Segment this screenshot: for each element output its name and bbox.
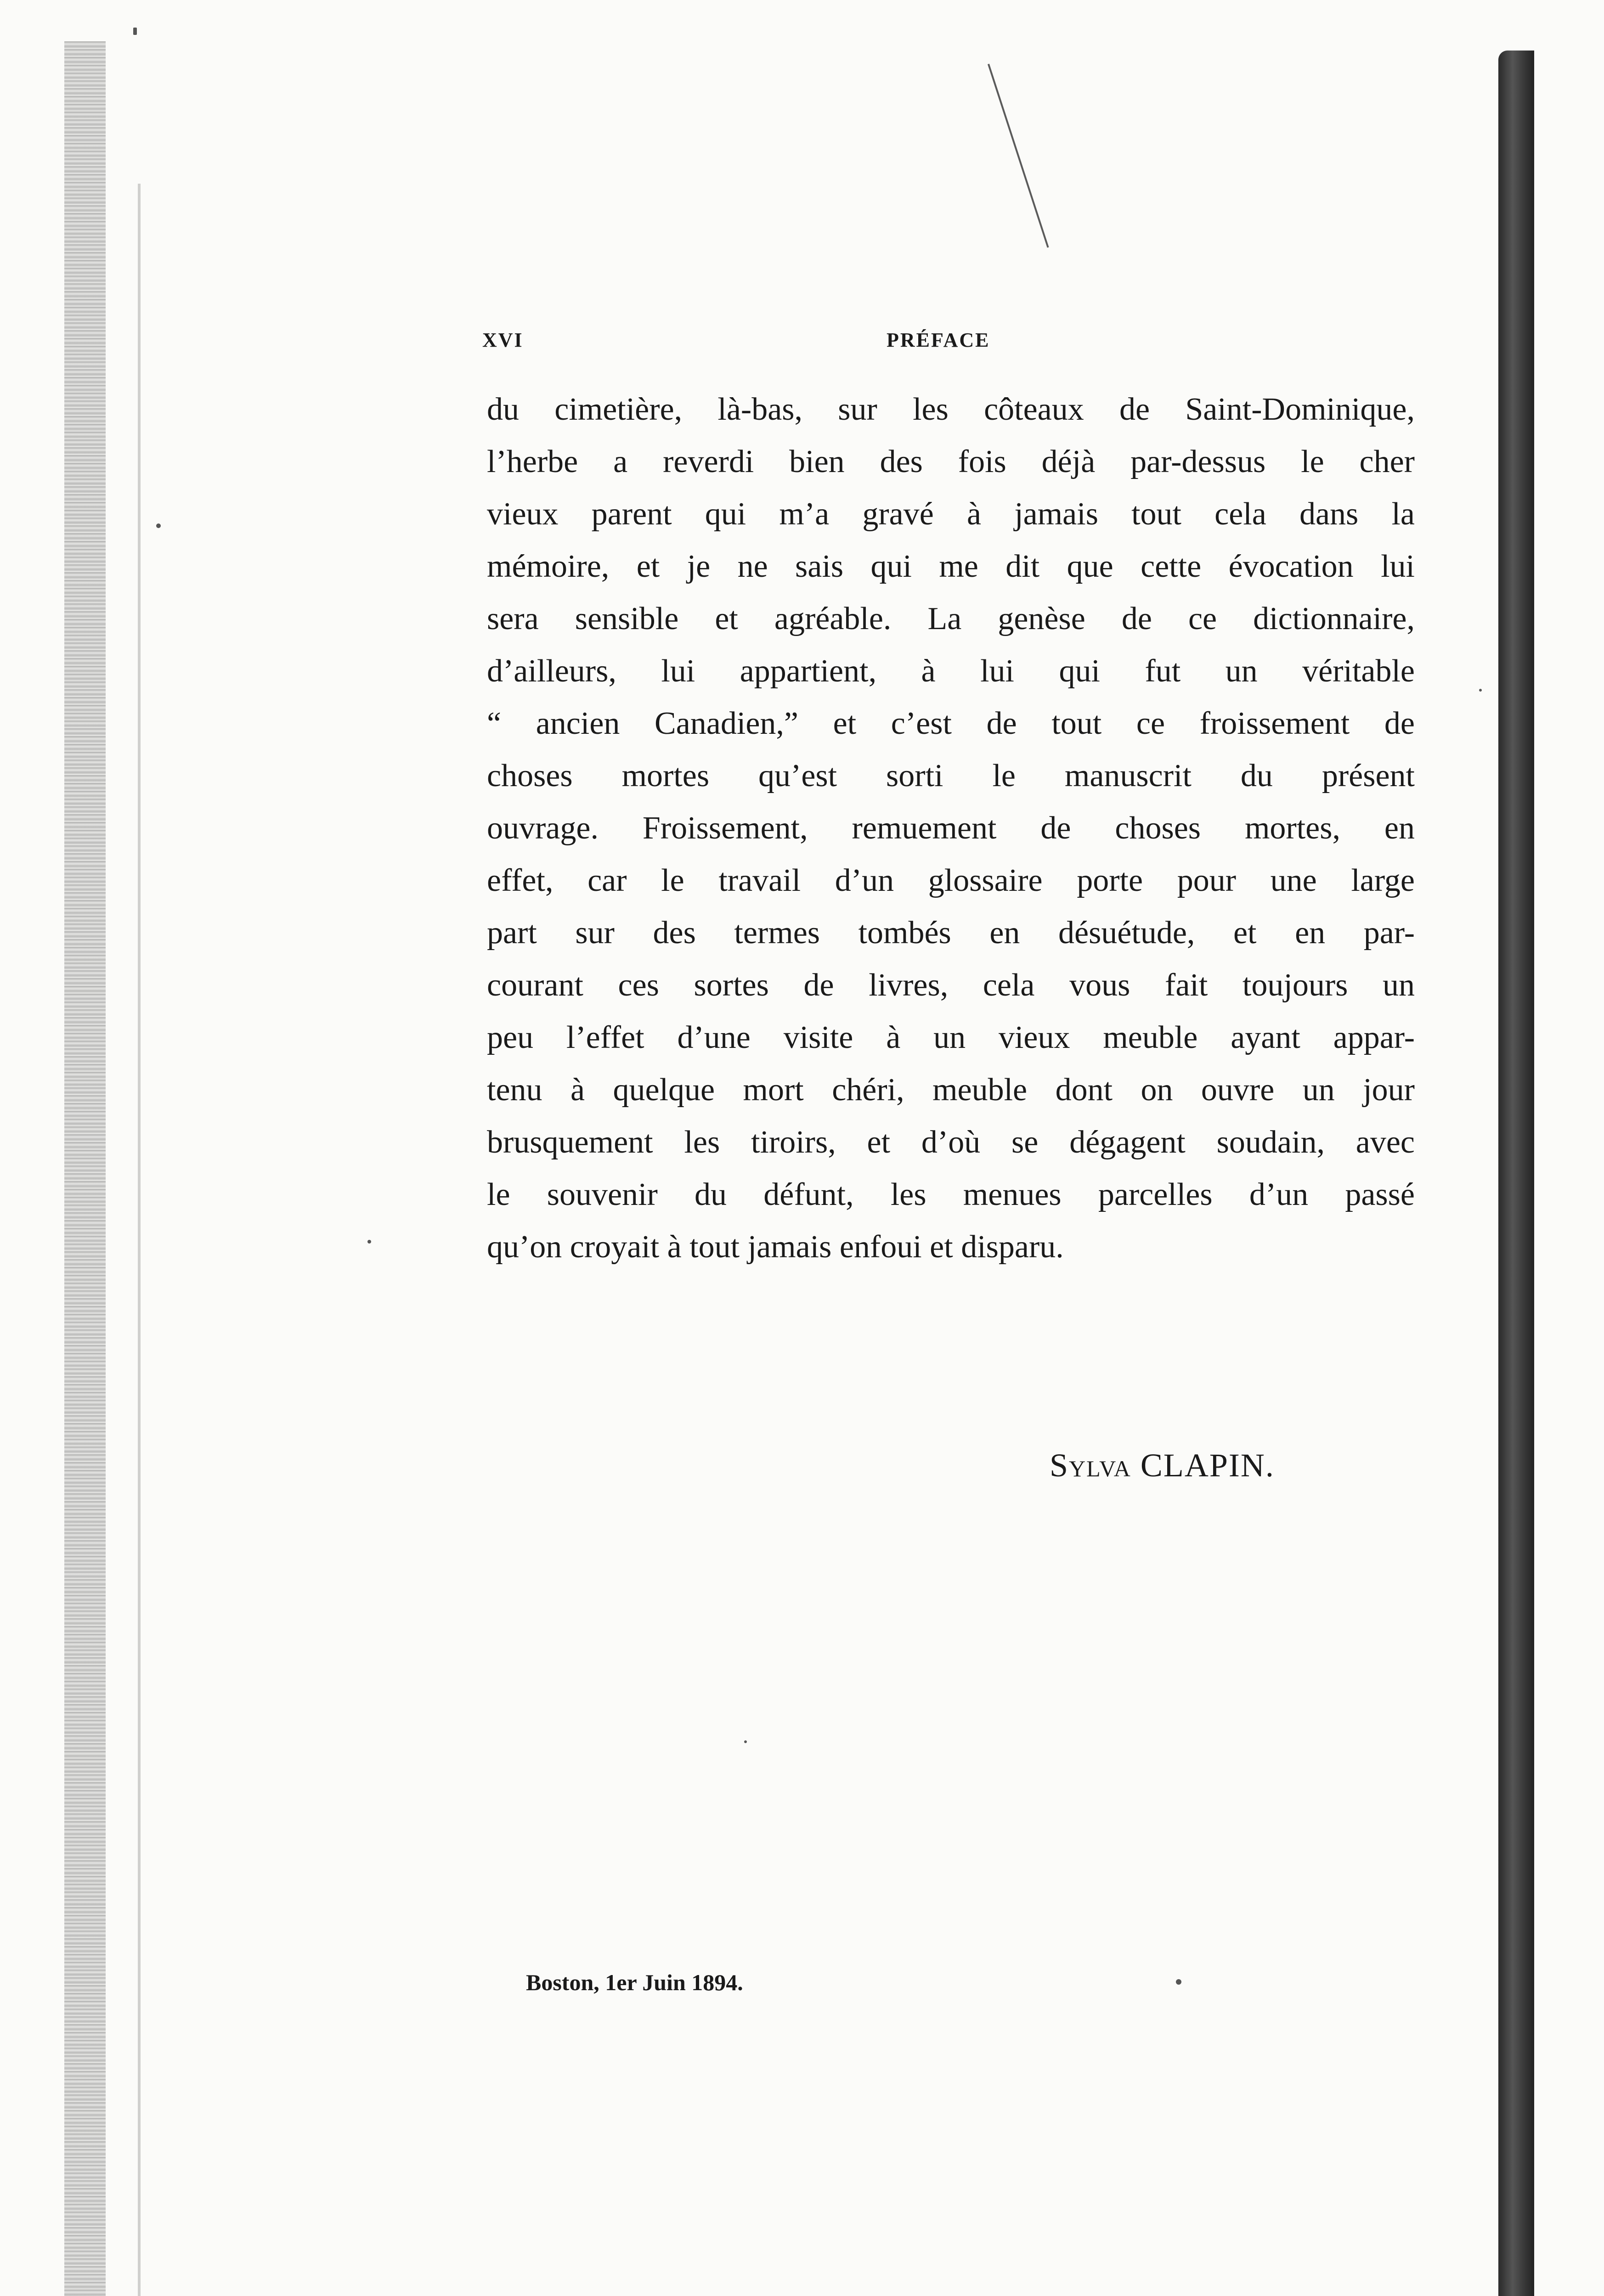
left-margin-line bbox=[138, 184, 141, 2296]
text-line: effet, car le travail d’un glossaire porte pour une large bbox=[487, 863, 1415, 898]
author-last-name: CLAPIN. bbox=[1140, 1447, 1275, 1484]
scan-speck bbox=[367, 1240, 371, 1244]
running-title: PRÉFACE bbox=[887, 329, 990, 351]
scan-speck bbox=[744, 1740, 747, 1743]
preface-body bbox=[487, 383, 1415, 1273]
dateline: Boston, 1er Juin 1894. bbox=[526, 1970, 743, 1995]
author-signature bbox=[1050, 1446, 1275, 1485]
right-page-edge bbox=[1498, 51, 1534, 2296]
page-header bbox=[482, 328, 1424, 356]
scan-speck bbox=[156, 523, 161, 528]
text-line: choses mortes qu’est sorti le manuscrit du présent bbox=[487, 758, 1415, 793]
scan-speck bbox=[1176, 1979, 1181, 1985]
page-number: XVI bbox=[482, 329, 524, 351]
scan-speck bbox=[133, 28, 137, 35]
text-line: mémoire, et je ne sais qui me dit que cette évocation lui bbox=[487, 549, 1415, 584]
text-line: l’herbe a reverdi bien des fois déjà par-dessus le cher bbox=[487, 444, 1415, 479]
text-line: courant ces sortes de livres, cela vous fait toujours un bbox=[487, 968, 1415, 1003]
left-binding-shadow bbox=[64, 41, 106, 2296]
text-line: tenu à quelque mort chéri, meuble dont on ouvre un jour bbox=[487, 1072, 1415, 1108]
text-line: “ ancien Canadien,” et c’est de tout ce froissement de bbox=[487, 706, 1415, 741]
text-line: brusquement les tiroirs, et d’où se dégagent soudain, avec bbox=[487, 1125, 1415, 1160]
scan-scratch-mark bbox=[988, 64, 1049, 248]
text-line: qu’on croyait à tout jamais enfoui et disparu. bbox=[487, 1229, 1064, 1265]
text-line: ouvrage. Froissement, remuement de choses mortes, en bbox=[487, 810, 1415, 846]
text-line: du cimetière, là-bas, sur les côteaux de Saint-Dominique, bbox=[487, 392, 1415, 427]
text-line: peu l’effet d’une visite à un vieux meuble ayant appar- bbox=[487, 1020, 1415, 1055]
text-line: le souvenir du défunt, les menues parcelles d’un passé bbox=[487, 1177, 1415, 1212]
text-line: part sur des termes tombés en désuétude, et en par- bbox=[487, 915, 1415, 951]
author-first-name: Sylva bbox=[1050, 1447, 1131, 1484]
text-line: sera sensible et agréable. La genèse de ce dictionnaire, bbox=[487, 601, 1415, 636]
scan-speck bbox=[1479, 689, 1482, 692]
text-line: d’ailleurs, lui appartient, à lui qui fut un véritable bbox=[487, 653, 1415, 689]
text-line: vieux parent qui m’a gravé à jamais tout cela dans la bbox=[487, 496, 1415, 532]
